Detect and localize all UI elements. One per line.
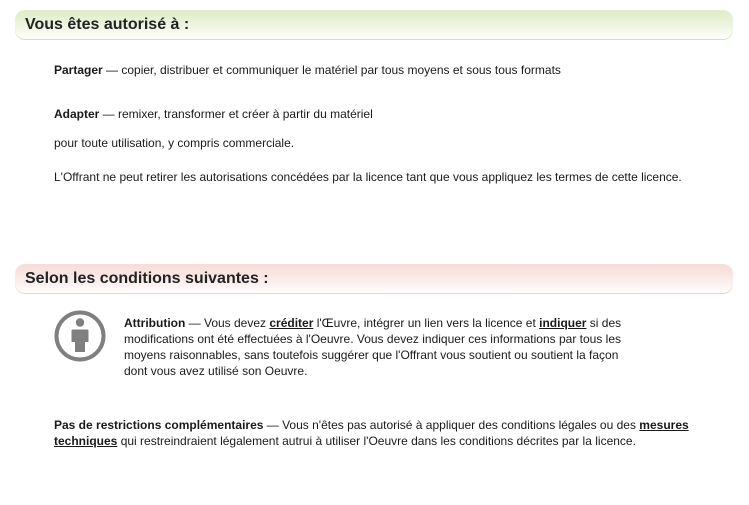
permissions-header [15,10,733,40]
adapt-label: Adapter [54,107,100,121]
attribution-label: Attribution [124,316,186,330]
no-restrictions-label: Pas de restrictions complémentaires [54,418,264,432]
share-label: Partager [54,63,103,77]
adapt-text: — remixer, transformer et créer à partir du matériel [99,107,373,121]
technical-measures-link[interactable]: mesures techniques [54,418,689,448]
indicate-link[interactable]: indiquer [539,316,587,330]
share-permission [54,62,574,78]
attribution-text-3: si des modifications ont été effectuées à l'Oeuvre. Vous devez indiquer ces informations par tous les moyens raisonnables, sans toutefois suggérer que l'Offrant vous soutient ou soutient la façon dont vous avez utilisé son Oeuvre. [124,316,622,378]
attribution-text-1: — Vous devez [185,316,270,330]
attribution-text-2: l'Œuvre, intégrer un lien vers la licence et [313,316,540,330]
no-restrictions-text-2: qui restreindraient légalement autrui à utiliser l'Oeuvre dans les conditions décrites par la licence. [117,434,636,448]
any-use-text: pour toute utilisation, y compris commerciale. [54,136,295,150]
no-restrictions-text-1: — Vous n'êtes pas autorisé à appliquer des conditions légales ou des [263,418,640,432]
conditions-title: Selon les conditions suivantes : [25,270,269,287]
permissions-title: Vous êtes autorisé à : [25,16,190,33]
irrevocable-text: L'Offrant ne peut retirer les autorisations concédées par la licence tant que vous appliquez les termes de cette licence. [54,170,682,184]
credit-link[interactable]: créditer [269,316,314,330]
conditions-header [15,264,733,294]
no-restrictions-condition [54,417,704,449]
attribution-person-icon [54,310,106,362]
attribution-condition [124,315,644,379]
share-text: — copier, distribuer et communiquer le matériel par tous moyens et sous tous formats [102,63,561,77]
adapt-permission [54,106,704,122]
